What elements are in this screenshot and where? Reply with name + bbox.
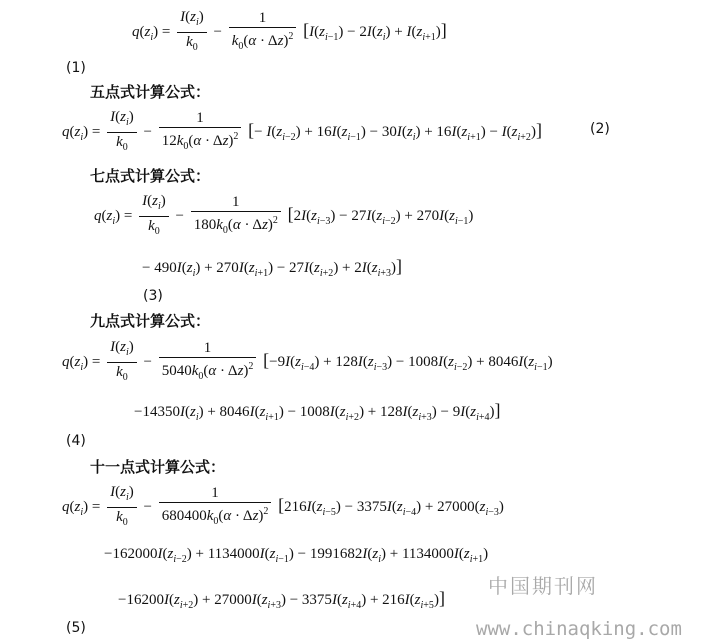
heading-eleven-point: 十一点式计算公式： <box>90 458 226 476</box>
heading-five-point: 五点式计算公式： <box>90 83 211 101</box>
watermark-site-name: 中国期刊网 <box>488 574 598 598</box>
equation-number-4: (4) <box>66 433 86 449</box>
equation-2: $q(z_i)$ = $\frac{I(z_i)}{k_0}$ − $\frac{1}{12k_0(\alpha \cdot \Delta z)^2}$ [− $I(z_{i-2}) + 16I(z_{i-1}) - 30I(z_i) + 16I(z_{i+1}) - I(z_{i+2})$] <box>62 109 542 153</box>
equation-4-line-2: $-14350I(z_i) + 8046I(z_{i+1}) - 1008I(z_{i+2}) + 128I(z_{i+3}) - 9I(z_{i+4})$] <box>134 400 501 423</box>
equation-number-3: (3) <box>143 288 163 304</box>
equation-3-line-2: − $490I(z_i) + 270I(z_{i+1}) - 27I(z_{i+2}) + 2I(z_{i+3})$] <box>142 256 403 279</box>
equation-5-line-2: $-162000I(z_{i-2}) + 1134000I(z_{i-1}) - 1991682I(z_i) + 1134000I(z_{i+1})$ <box>104 546 489 565</box>
equation-5-line-1: $q(z_i)$ = $\frac{I(z_i)}{k_0}$ − $\frac{1}{680400k_0(\alpha \cdot \Delta z)^2}$ [$216I(z_{i-5}) - 3375I(z_{i-4}) + 27000(z_{i-3})$ <box>62 484 504 528</box>
heading-seven-point: 七点式计算公式： <box>90 167 211 185</box>
equation-number-1: (1) <box>66 60 86 76</box>
heading-nine-point: 九点式计算公式： <box>90 312 211 330</box>
equation-1: $q(z_i)$ = $\frac{I(z_i)}{k_0}$ − $\frac{1}{k_0(\alpha \cdot \Delta z)^2}$ $[I(z_{i-1}) - 2I(z_i) + I(z_{i+1})]$ <box>132 9 447 53</box>
equation-5-line-3: $-16200I(z_{i+2}) + 27000I(z_{i+3}) - 3375I(z_{i+4}) + 216I(z_{i+5})$] <box>118 588 445 611</box>
equation-number-5: (5) <box>66 620 86 636</box>
equation-3-line-1: $q(z_i)$ = $\frac{I(z_i)}{k_0}$ − $\frac{1}{180k_0(\alpha \cdot \Delta z)^2}$ [$2I(z_{i-3}) - 27I(z_{i-2}) + 270I(z_{i-1})$ <box>94 193 474 237</box>
equation-4-line-1: $q(z_i)$ = $\frac{I(z_i)}{k_0}$ − $\frac{1}{5040k_0(\alpha \cdot \Delta z)^2}$ [$-9I(z_{i-4}) + 128I(z_{i-3}) - 1008I(z_{i-2}) + 8046I(z_{i-1})$ <box>62 339 553 383</box>
watermark-url: www.chinaqking.com <box>476 618 682 640</box>
equation-number-2: (2) <box>590 121 610 137</box>
